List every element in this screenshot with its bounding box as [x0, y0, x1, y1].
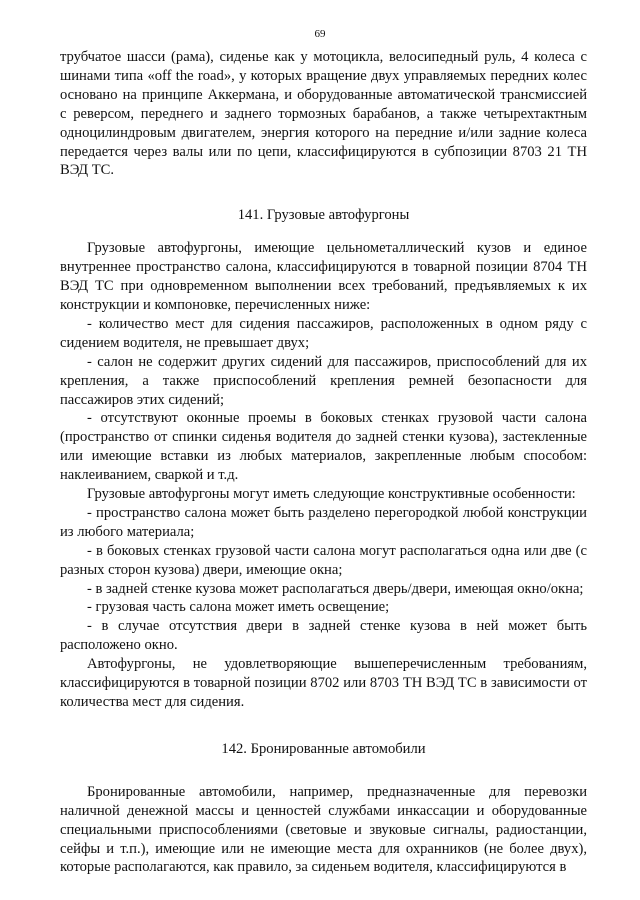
- feature-item: - в случае отсутствия двери в задней стенке кузова в ней может быть расположено окно.: [60, 618, 587, 654]
- page-number: 69: [314, 28, 326, 40]
- requirement-item: - количество мест для сидения пассажиров, расположенных в одном ряду с сидением водителя, не превышает двух;: [60, 315, 587, 351]
- requirement-item: - отсутствуют оконные проемы в боковых стенках грузовой части салона (пространство от спинки сиденья водителя до задней стенки кузова), застекленные или имеющие вставки из любых материалов, закрепленные любым способом: наклеиванием, сваркой и т.д.: [60, 410, 587, 484]
- feature-item: - грузовая часть салона может иметь освещение;: [87, 599, 390, 616]
- section-142-paragraph-1: Бронированные автомобили, например, предназначенные для перевозки наличной денежной массы и ценностей службами инкассации и оборудованные специальными приспособлениями (световые и звуковые сигналы, радиостанции, сейфы и т.п.), имеющие или не имеющие места для охранников (не более двух), которые располагаются, как правило, за сиденьем водителя, классифицируются в: [60, 783, 587, 876]
- section-141-paragraph-2: Грузовые автофургоны могут иметь следующие конструктивные особенности:: [87, 486, 576, 503]
- requirement-item: - салон не содержит других сидений для пассажиров, приспособлений для их крепления, а также приспособлений крепления ремней безопасности для пассажиров этих сидений;: [60, 353, 587, 408]
- document-body: [60, 48, 587, 877]
- section-141-paragraph-3: Автофургоны, не удовлетворяющие вышеперечисленным требованиям, классифицируются в товарной позиции 8702 или 8703 ТН ВЭД ТС в зависимости от количества мест для сидения.: [60, 656, 587, 710]
- feature-item: - в задней стенке кузова может располагаться дверь/двери, имеющая окно/окна;: [87, 580, 584, 597]
- section-141-heading: 141. Грузовые автофургоны: [237, 207, 410, 224]
- section-141-paragraph-1: Грузовые автофургоны, имеющие цельнометаллический кузов и единое внутреннее пространство салона, классифицируются в товарной позиции 8704 ТН ВЭД ТС при одновременном выполнении всех требований, предъявляемых к их конструкции и компоновке, перечисленных ниже:: [60, 240, 587, 313]
- feature-item: - пространство салона может быть разделено перегородкой любой конструкции из любого материала;: [60, 504, 587, 540]
- intro-paragraph: трубчатое шасси (рама), сиденье как у мотоцикла, велосипедный руль, 4 колеса с шинами типа «off the road», у которых вращение двух управляемых передних колес основано на принципе Аккермана, и оборудованные автоматической трансмиссией с реверсом, переднего и заднего тормозных барабанов, а также четырехтактным одноцилиндровым двигателем, энергия которого на передние и/или задние колеса передается через валы или по цепи, классифицируются в субпозиции 8703 21 ТН ВЭД ТС.: [60, 49, 587, 179]
- section-142-heading: 142. Бронированные автомобили: [221, 740, 426, 757]
- feature-item: - в боковых стенках грузовой части салона могут располагаться одна или две (с разных сторон кузова) двери, имеющие окна;: [60, 542, 587, 578]
